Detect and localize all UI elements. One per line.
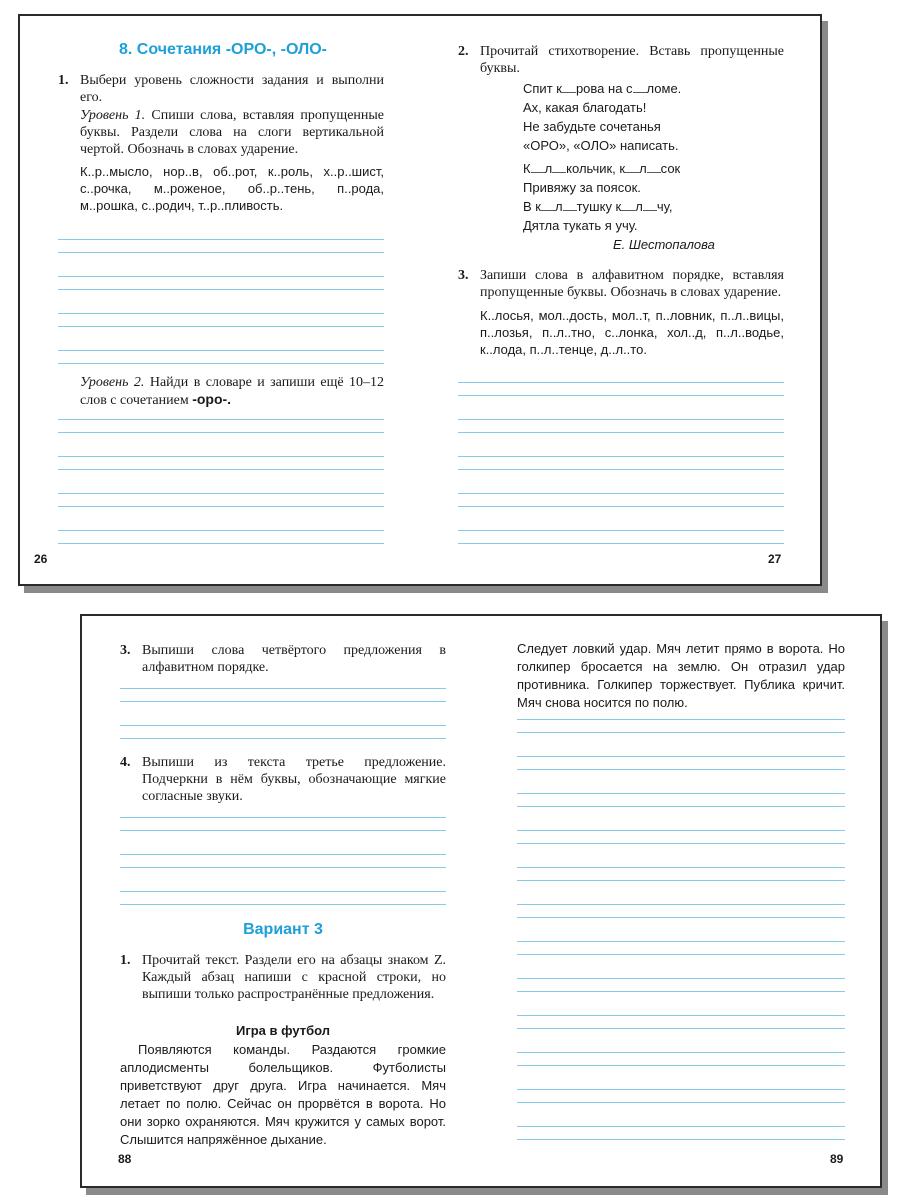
- writing-lines-level-2[interactable]: [58, 419, 384, 544]
- poem-line: Привяжу за поясок.: [523, 180, 641, 195]
- level-1-block: [80, 107, 384, 158]
- writing-rule: [120, 830, 446, 831]
- writing-lines-level-1[interactable]: [58, 239, 384, 364]
- writing-rule: [458, 493, 784, 494]
- word-list: К..лосья, мол..дость, мол..т, п..ловник, п..л..вицы, п..лозья, п..л..тно, с..лонка, хол..д, п..л..водье, к..лода, п..л..тенце, д..л..то.: [480, 308, 784, 357]
- writing-lines-task-3[interactable]: [458, 382, 784, 544]
- task-2: [458, 43, 784, 77]
- poem-line: Спит к рова на с ломе.: [523, 81, 682, 96]
- task-1: [120, 952, 446, 1003]
- writing-rule: [120, 725, 446, 726]
- level-2-block: [58, 374, 384, 409]
- writing-rule: [517, 867, 845, 868]
- writing-rule: [517, 1015, 845, 1016]
- writing-rule: [517, 954, 845, 955]
- writing-rule: [517, 830, 845, 831]
- writing-rule: [120, 688, 446, 689]
- writing-rule: [58, 419, 384, 420]
- writing-rule: [517, 719, 845, 720]
- poem-line: Дятла тукать я учу.: [523, 218, 638, 233]
- writing-rule: [517, 978, 845, 979]
- writing-rule: [58, 493, 384, 494]
- writing-rule: [58, 530, 384, 531]
- task-1: [58, 72, 384, 214]
- writing-lines-task-4[interactable]: [120, 817, 446, 905]
- writing-rule: [120, 904, 446, 905]
- page-88: [82, 616, 482, 1186]
- writing-rule: [58, 543, 384, 544]
- task-instruction: Выпиши слова четвёртого предложения в алфавитном порядке.: [142, 643, 446, 675]
- task-3: [458, 267, 784, 358]
- story-title: Игра в футбол: [235, 1023, 330, 1038]
- writing-rule: [458, 395, 784, 396]
- poem: [523, 79, 783, 254]
- writing-rule: [517, 917, 845, 918]
- variant-title: Вариант 3: [243, 921, 323, 938]
- poem-line: В к л тушку к л чу,: [523, 199, 673, 214]
- writing-rule: [120, 867, 446, 868]
- writing-rule: [517, 1089, 845, 1090]
- task-instruction: Запиши слова в алфавитном порядке, вставляя пропущенные буквы. Обозначь в словах ударение.: [480, 268, 784, 300]
- writing-rule: [458, 456, 784, 457]
- poem-line: К л кольчик, к л сок: [523, 161, 681, 176]
- level-2-instruction: Найди в словаре и запиши ещё 10–12 слов с сочетанием: [80, 375, 385, 408]
- page-27: [420, 16, 820, 584]
- writing-rule: [120, 891, 446, 892]
- page-number: 88: [118, 1152, 132, 1166]
- writing-rule: [517, 941, 845, 942]
- level-2-label: Уровень 2.: [80, 375, 145, 390]
- writing-rule: [517, 793, 845, 794]
- writing-rule: [58, 469, 384, 470]
- writing-rule: [58, 313, 384, 314]
- page-89: [482, 616, 880, 1186]
- poem-line: Ах, какая благодать!: [523, 100, 647, 115]
- task-3: [120, 642, 446, 676]
- task-instruction: Выбери уровень сложности задания и выполни его.: [80, 73, 384, 105]
- writing-rule: [58, 432, 384, 433]
- writing-rule: [517, 1028, 845, 1029]
- writing-rule: [517, 1065, 845, 1066]
- task-instruction: Выпиши из текста третье предложение. Подчеркни в нём буквы, обозначающие мягкие согласные звуки.: [142, 755, 446, 804]
- writing-rule: [458, 419, 784, 420]
- writing-rule: [517, 991, 845, 992]
- writing-rule: [517, 880, 845, 881]
- writing-rule: [58, 289, 384, 290]
- writing-rule: [517, 756, 845, 757]
- page-number: 26: [34, 552, 48, 566]
- writing-rule: [120, 854, 446, 855]
- page-26: [20, 16, 420, 584]
- page-number: 27: [768, 552, 782, 566]
- writing-lines-task-3[interactable]: [120, 688, 446, 739]
- writing-rule: [58, 239, 384, 240]
- writing-rule: [517, 904, 845, 905]
- writing-rule: [120, 701, 446, 702]
- story-text: Появляются команды. Раздаются громкие аплодисменты болельщиков. Футболисты приветствуют друг друга. Игра начинается. Мяч летает по полю. Сейчас он прорвётся в ворота. Но они зорко охраняются. Мяч кружится у самых ворот. Слышится напряжённое дыхание.: [120, 1042, 446, 1147]
- writing-rule: [458, 469, 784, 470]
- writing-rule: [120, 738, 446, 739]
- writing-rule: [458, 530, 784, 531]
- page-number: 89: [830, 1152, 844, 1166]
- task-instruction: Прочитай текст. Раздели его на абзацы знаком Z. Каждый абзац напиши с красной строки, но выпиши только распространённые предложения.: [142, 953, 446, 1002]
- word-list: К..р..мысло, нор..в, об..рот, к..роль, х..р..шист, с..рочка, м..роженое, об..р..тень, п..рода, м..рошка, с..родич, т..р..пливость.: [80, 164, 384, 213]
- writing-rule: [458, 543, 784, 544]
- writing-rule: [517, 1126, 845, 1127]
- writing-rule: [58, 276, 384, 277]
- task-4: [120, 754, 446, 805]
- poem-author: Е. Шестопалова: [613, 237, 715, 252]
- level-1-instruction: Спиши слова, вставляя пропущенные буквы. Раздели слова на слоги вертикальной чертой. Обозначь в словах ударение.: [80, 108, 385, 157]
- writing-rule: [120, 817, 446, 818]
- writing-rule: [517, 806, 845, 807]
- writing-rule: [58, 350, 384, 351]
- writing-rule: [517, 1102, 845, 1103]
- writing-rule: [458, 432, 784, 433]
- writing-rule: [58, 252, 384, 253]
- writing-rule: [517, 769, 845, 770]
- task-number: 4.: [120, 755, 131, 770]
- writing-rule: [517, 732, 845, 733]
- writing-rule: [58, 326, 384, 327]
- task-number: 1.: [58, 73, 69, 88]
- poem-line: Не забудьте сочетанья: [523, 119, 661, 134]
- lesson-title: 8. Сочетания -ОРО-, -ОЛО-: [119, 41, 327, 58]
- writing-rule: [458, 506, 784, 507]
- writing-rule: [58, 456, 384, 457]
- task-instruction: Прочитай стихотворение. Вставь пропущенные буквы.: [480, 44, 784, 76]
- poem-line: «ОРО», «ОЛО» написать.: [523, 138, 679, 153]
- task-number: 3.: [458, 268, 469, 283]
- task-number: 1.: [120, 953, 131, 968]
- writing-rule: [517, 1052, 845, 1053]
- workbook-spread-26-27: [18, 14, 822, 586]
- level-2-pattern: -оро-.: [192, 391, 232, 407]
- task-number: 2.: [458, 44, 469, 59]
- level-1-label: Уровень 1.: [80, 108, 146, 123]
- writing-rule: [58, 363, 384, 364]
- task-number: 3.: [120, 643, 131, 658]
- writing-rule: [517, 843, 845, 844]
- writing-rule: [58, 506, 384, 507]
- writing-rule: [517, 1139, 845, 1140]
- workbook-spread-88-89: [80, 614, 882, 1188]
- story-continuation: Следует ловкий удар. Мяч летит прямо в ворота. Но голкипер бросается на землю. Он отразил удар противника. Голкипер торжествует. Публика кричит. Мяч снова носится по полю.: [517, 641, 845, 710]
- writing-lines-story[interactable]: [517, 719, 845, 1140]
- writing-rule: [458, 382, 784, 383]
